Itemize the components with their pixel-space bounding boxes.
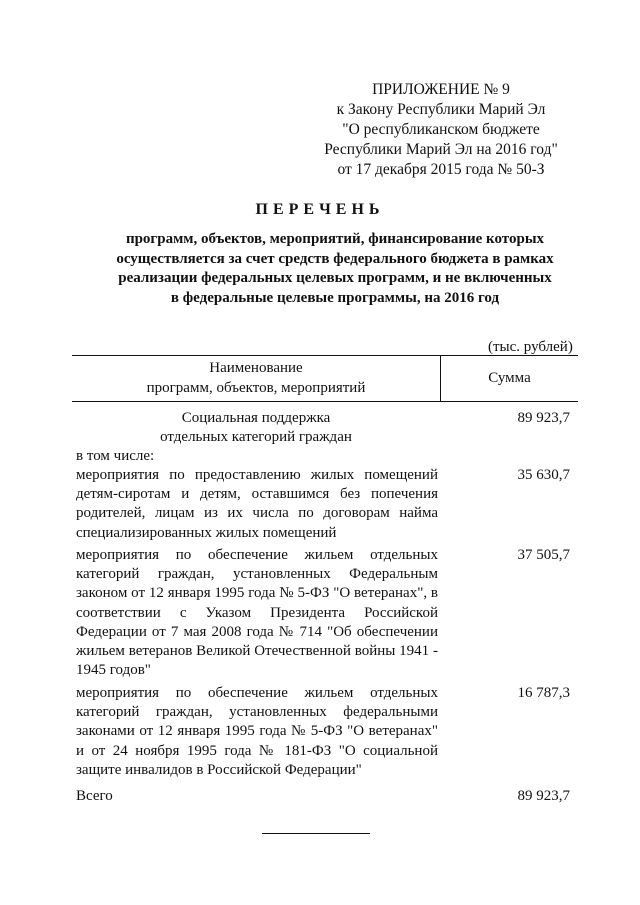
row-amount: 37 505,7 (517, 547, 570, 563)
appendix-law-date: от 17 декабря 2015 года № 50-З (337, 161, 545, 178)
table-row: мероприятия по обеспечение жильем отдельных категорий граждан, установленных Федеральным законом от 12 января 1995 года № 5-ФЗ "О ветеранах", в соответствии с Указом Президента Российской Федерации от 7 мая 2008 года № 714 "Об обеспечении жильем ветеранов Великой Отечественной войны 1941 - 1945 годов" (76, 547, 438, 679)
appendix-law-title-1: "О республиканском бюджете (342, 121, 540, 138)
document-title: ПЕРЕЧЕНЬ (255, 201, 385, 218)
column-header-name-line-2: программ, объектов, мероприятий (146, 380, 366, 396)
row-amount: 16 787,3 (517, 685, 570, 701)
column-header-sum: Сумма (488, 370, 531, 386)
table-top-rule (72, 355, 578, 356)
total-amount: 89 923,7 (517, 788, 570, 804)
section-amount: 89 923,7 (517, 410, 570, 426)
units-label: (тыс. рублей) (488, 339, 573, 355)
footer-rule (262, 833, 370, 834)
appendix-law-ref: к Закону Республики Марий Эл (336, 101, 546, 118)
section-name-line-2: отдельных категорий граждан (160, 429, 352, 446)
document-subtitle (95, 230, 575, 308)
subtitle-line-1: программ, объектов, мероприятий, финансирование которых (125, 231, 545, 247)
total-label: Всего (76, 788, 113, 804)
appendix-block (296, 80, 586, 180)
column-header-name (72, 358, 440, 398)
column-header-name-line-1: Наименование (209, 360, 303, 376)
table-row: мероприятия по предоставлению жилых помещений детям-сиротам и детям, оставшимся без попечения родителей, лицам из их числа по договорам найма специализированных жилых помещений (76, 467, 438, 541)
including-label: в том числе: (76, 448, 155, 464)
appendix-number: ПРИЛОЖЕНИЕ № 9 (372, 81, 510, 98)
subtitle-line-4: в федеральные целевые программы, на 2016 год (170, 289, 500, 306)
subtitle-line-3: реализации федеральных целевых программ, и не включенных (118, 270, 552, 286)
table-row: мероприятия по обеспечение жильем отдельных категорий граждан, установленных федеральными законами от 12 января 1995 года № 5-ФЗ "О ветеранах" и от 24 ноября 1995 года № 181-ФЗ "О социальной защите инвалидов в Российской Федерации" (76, 685, 438, 778)
subtitle-line-2: осуществляется за счет средств федерального бюджета в рамках (116, 250, 554, 267)
section-name (72, 409, 440, 447)
appendix-law-title-2: Республики Марий Эл на 2016 год" (324, 141, 558, 158)
table-header-rule (72, 401, 578, 402)
row-amount: 35 630,7 (517, 467, 570, 483)
section-name-line-1: Социальная поддержка (181, 410, 331, 426)
